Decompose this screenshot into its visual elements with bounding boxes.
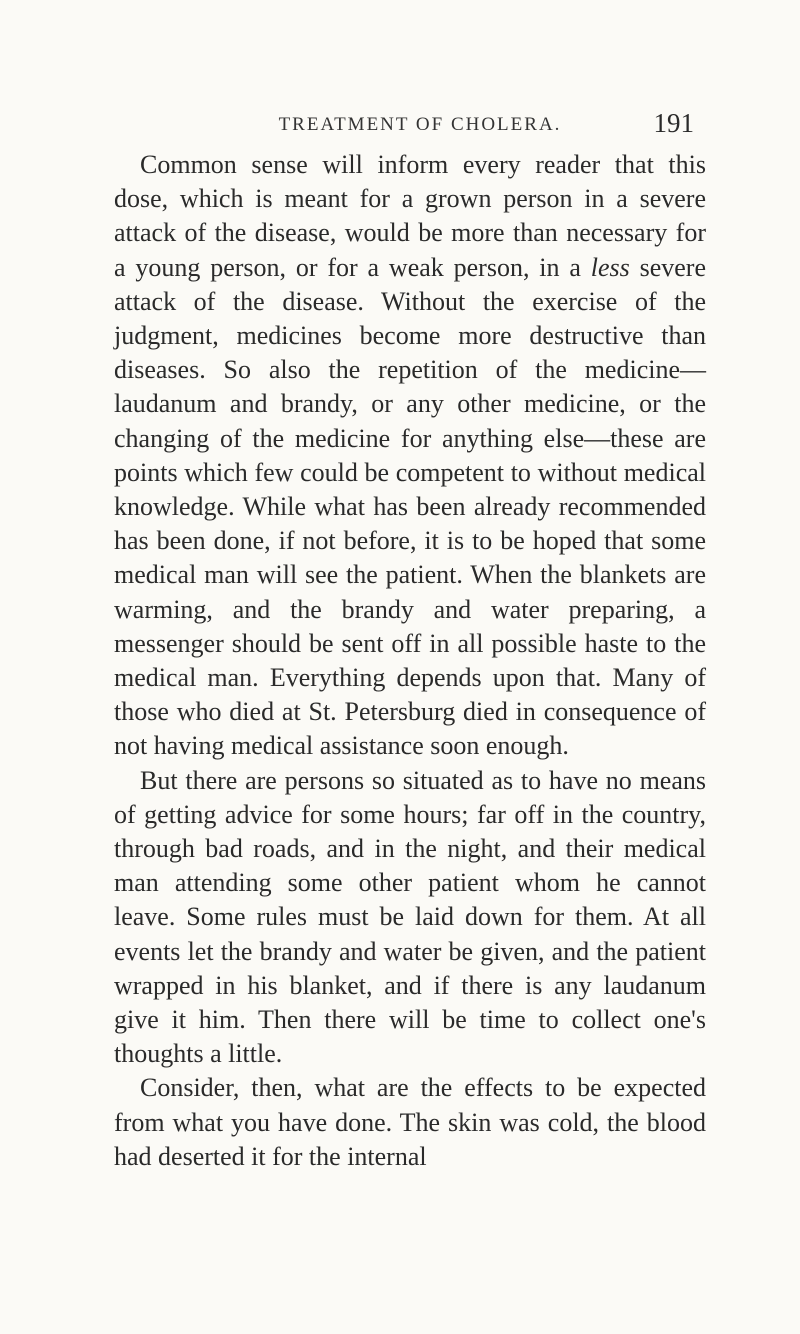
paragraph-1-text-start: Common sense will inform every reader that this dose, which is meant for a grown person in a severe attack of the disease, would be more than necessary for a young person, or for a weak person, in a — [114, 150, 706, 282]
page-number: 191 — [653, 108, 694, 138]
paragraph-1 — [114, 148, 706, 764]
running-head: TREATMENT OF CHOLERA. — [278, 114, 562, 135]
page-header — [140, 108, 700, 142]
emphasized-word: less — [590, 252, 630, 282]
body-text — [114, 148, 706, 1174]
paragraph-1-text-end: severe attack of the disease. Without the exercise of the judgment, medicines become more destructive than diseases. So also the repetition of the medicine—laudanum and brandy, or any other medicine, or the changing of the medicine for anything else—these are points which few could be competent to without medical knowledge. While what has been already recommended has been done, if not before, it is to be hoped that some medical man will see the patient. When the blankets are warming, and the brandy and water preparing, a messenger should be sent off in all possible haste to the medical man. Everything depends upon that. Many of those who died at St. Petersburg died in consequence of not having medical assistance soon enough. — [114, 252, 706, 761]
paragraph-2: But there are persons so situated as to have no means of getting advice for some hours; far off in the country, through bad roads, and in the night, and their medical man attending some other patient whom he cannot leave. Some rules must be laid down for them. At all events let the brandy and water be given, and the patient wrapped in his blanket, and if there is any laudanum give it him. Then there will be time to collect one's thoughts a little. — [114, 765, 706, 1069]
paragraph-3: Consider, then, what are the effects to be expected from what you have done. The skin was cold, the blood had deserted it for the internal — [114, 1073, 706, 1171]
